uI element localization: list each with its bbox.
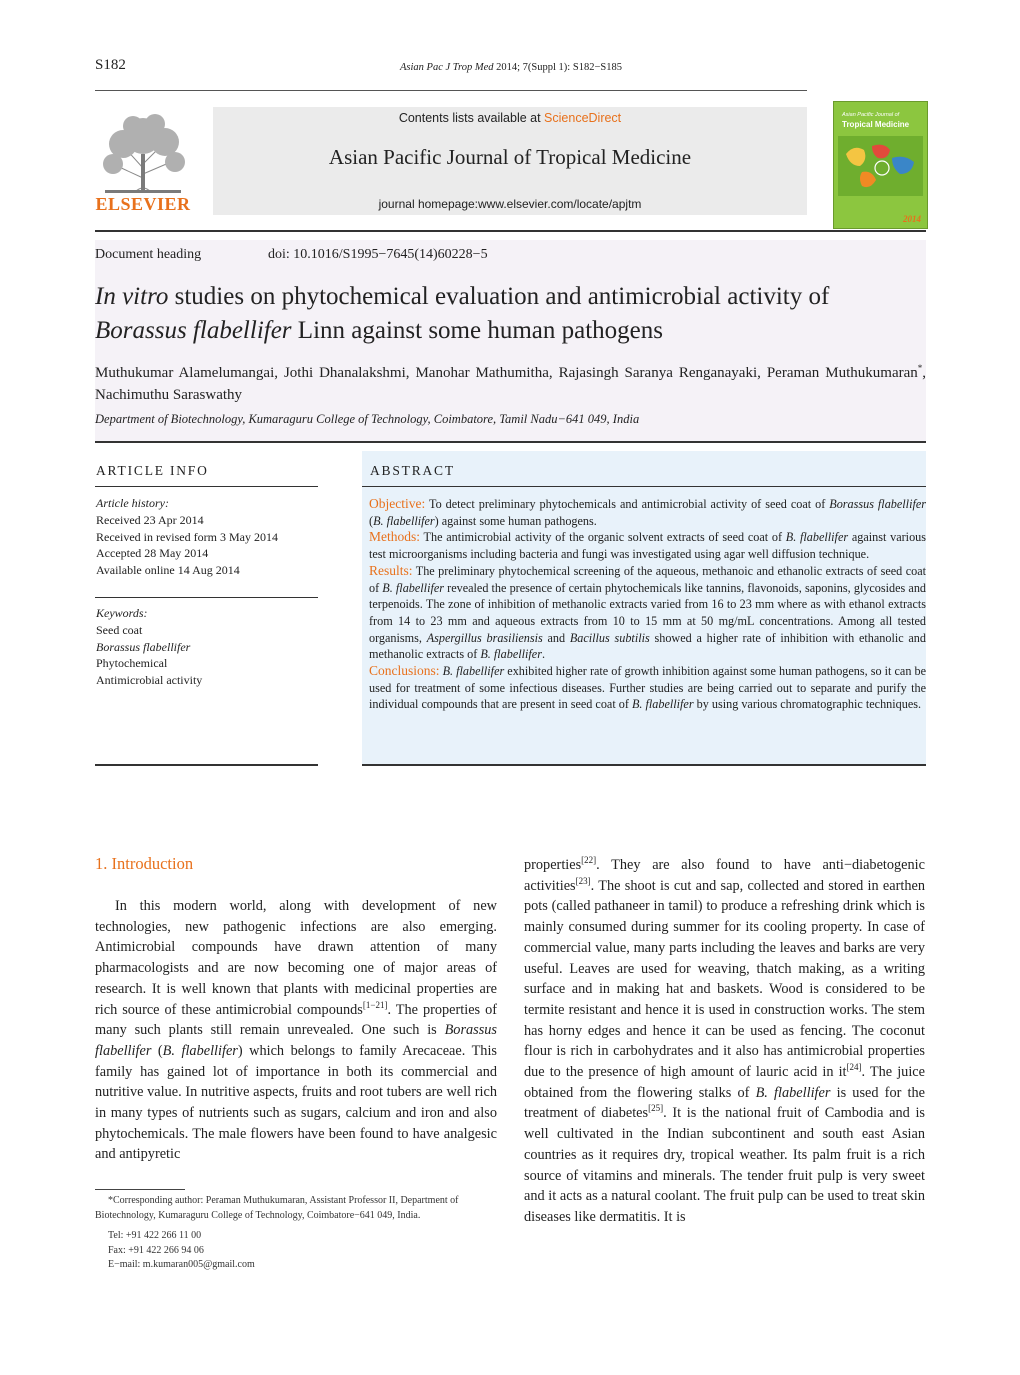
section-heading-introduction: 1. Introduction (95, 854, 194, 873)
abstract-bottom-rule (362, 764, 926, 766)
keyword-item: Seed coat (96, 622, 143, 637)
cover-title: Tropical Medicine (842, 120, 910, 129)
history-accepted: Accepted 28 May 2014 (96, 546, 209, 561)
contents-line: Contents lists available at ScienceDirect (398, 111, 622, 125)
keyword-item: Phytochemical (96, 656, 168, 671)
corresponding-author: *Corresponding author: Peraman Muthukumaran, Assistant Professor II, Department of Biotechnology, Kumaraguru College of Technology, Coimbatore−641 049, India. (95, 1195, 459, 1221)
header-bottom-rule (95, 230, 926, 232)
history-revised: Received in revised form 3 May 2014 (96, 529, 278, 544)
author-list: Muthukumar Alamelumangai, Jothi Dhanalakshmi, Manohar Mathumitha, Rajasingh Saranya Renganayaki, Peraman Muthukumaran*, Nachimuthu Saraswathy (95, 363, 926, 403)
title-bottom-rule (95, 441, 926, 443)
history-received: Received 23 Apr 2014 (96, 512, 204, 527)
elsevier-wordmark: ELSEVIER (95, 194, 191, 214)
body-column-left (95, 896, 497, 1165)
doi[interactable]: doi: 10.1016/S1995−7645(14)60228−5 (268, 247, 488, 262)
corresponding-author-footnote (95, 1194, 497, 1273)
journal-title: Asian Pacific Journal of Tropical Medicine (328, 145, 692, 169)
cover-world-map-icon (838, 136, 923, 196)
citation-ref[interactable]: [24] (846, 1062, 862, 1073)
article-history (96, 495, 326, 579)
abstract-conclusions: Conclusions: B. flabellifer exhibited higher rate of growth inhibition against some human pathogens, so it can be used for treatment of some infectious diseases. Further studies are being carried out to separate and purify the individual compounds that are present in seed coat of B. flabellifer by using various chromatographic techniques. (369, 663, 926, 712)
top-rule (95, 90, 807, 91)
keywords (96, 605, 326, 689)
history-label: Article history: (96, 496, 169, 510)
keywords-rule (95, 597, 318, 598)
abstract-methods: Methods: The antimicrobial activity of the organic solvent extracts of seed coat of B. flabellifer against various test microorganisms including bacteria and fungi was investigated using agar well diffusion technique. (369, 529, 926, 562)
body-column-right (524, 855, 925, 1228)
abstract-rule (362, 486, 926, 487)
page-number: S182 (95, 57, 126, 73)
citation-ref[interactable]: [22] (581, 855, 597, 866)
telephone: Tel: +91 422 266 11 00 (108, 1230, 202, 1241)
keywords-label: Keywords: (96, 606, 148, 620)
intro-paragraph-continued: properties[22]. They are also found to have anti−diabetogenic activities[23]. The shoot is cut and sap, collected and stored in earthen pots (called pathaneer in tamil) to produce a refreshing drink which is mainly consumed during summer for its cooling property. In case of commercial value, many parts including the leaves and barks are very useful. Leaves are used for weaving, thatch making, as a writing surface and in making hat and baskets. Wood is considered to be termite resistant and hence it is used in construction works. The stem has horny edges and hence it can be used as fencing. The coconut flour is rich in carbohydrates and it also has antimicrobial properties due to the presence of high amount of lauric acid in it[24]. The juice obtained from the flowering stalks of B. flabellifer is used for the treatment of diabetes[25]. It is the national fruit of Cambodia and is well cultivated in the Indian subcontinent and south east Asian countries as it requires dry, tropical weather. Its palm fruit is a rich source of vitamins and minerals. The tender fruit pulp is very sweet and it acts as a natural coolant. The fruit pulp can be used to treat skin diseases like dermatitis. It is (524, 855, 925, 1225)
cover-journal-text: Asian Pacific Journal of (842, 112, 900, 118)
citation-ref[interactable]: [25] (648, 1103, 664, 1114)
affiliation: Department of Biotechnology, Kumaraguru College of Technology, Coimbatore, Tamil Nadu−641 049, India (95, 412, 640, 426)
abstract-objective: Objective: To detect preliminary phytochemicals and antimicrobial activity of seed coat of Borassus flabellifer (B. flabellifer) against some human pathogens. (369, 496, 926, 528)
article-info-heading: ARTICLE INFO (96, 463, 209, 478)
sciencedirect-link[interactable]: ScienceDirect (544, 111, 622, 125)
journal-homepage-link[interactable]: journal homepage:www.elsevier.com/locate/apjtm (378, 197, 642, 211)
footnote-rule (95, 1189, 185, 1190)
article-info-rule (95, 486, 318, 487)
keyword-item: Borassus flabellifer (96, 639, 191, 654)
article-info-bottom-rule (95, 764, 318, 766)
citation-ref[interactable]: [1−21] (362, 999, 388, 1010)
abstract-results: Results: The preliminary phytochemical screening of the aqueous, methanoic and ethanolic extracts of seed coat of B. flabellifer revealed the presence of certain phytochemicals like tannins, flavonoids, saponins, glycosides and terpenoids. The zone of inhibition of methanolic extracts varied from 16 to 23 mm where as with ethanol extracts from 14 to 23 mm and aqueous extracts from 10 to 15 mm at 50 mg/mL concentrations. Among all tested organisms, Aspergillus brasiliensis and Bacillus subtilis showed a higher rate of inhibition with ethanolic and methanolic extracts of B. flabellifer. (369, 562, 927, 662)
fax: Fax: +91 422 266 94 06 (108, 1244, 204, 1256)
abstract-heading: ABSTRACT (370, 463, 455, 478)
article-title: In vitro studies on phytochemical evaluation and antimicrobial activity of Borassus flabellifer Linn against some human pathogens (95, 283, 830, 344)
history-online: Available online 14 Aug 2014 (96, 563, 240, 578)
abstract-body (369, 496, 926, 713)
document-heading: Document heading (95, 247, 202, 262)
keyword-item: Antimicrobial activity (96, 673, 203, 688)
running-header (400, 62, 622, 73)
email-link[interactable]: E−mail: m.kumaran005@gmail.com (108, 1259, 255, 1270)
intro-paragraph: In this modern world, along with development of new technologies, new pathogenic infections are also emerging. Antimicrobial compounds have drawn attention of many pharmacologists and are now becoming one of major areas of research. It is well known that plants with medicinal properties are rich source of these antimicrobial compounds[1−21]. The properties of many such plants still remain unrevealed. One such is Borassus flabellifer (B. flabellifer) which belongs to family Arecaceae. This family has gained lot of importance in both its commercial and nutritive value. In nutritive aspects, fruits and root tubers are well rich in many types of nutrients such as sugars, calcium and iron and also phytochemicals. The male flowers have been found to have analgesic and antipyretic (95, 898, 498, 1163)
journal-abbreviation: Asian Pac J Trop Med (400, 62, 494, 73)
cover-year: 2014 (903, 214, 921, 224)
journal-cover (833, 101, 928, 229)
citation: 2014; 7(Suppl 1): S182−S185 (496, 62, 622, 73)
citation-ref[interactable]: [23] (575, 875, 591, 886)
